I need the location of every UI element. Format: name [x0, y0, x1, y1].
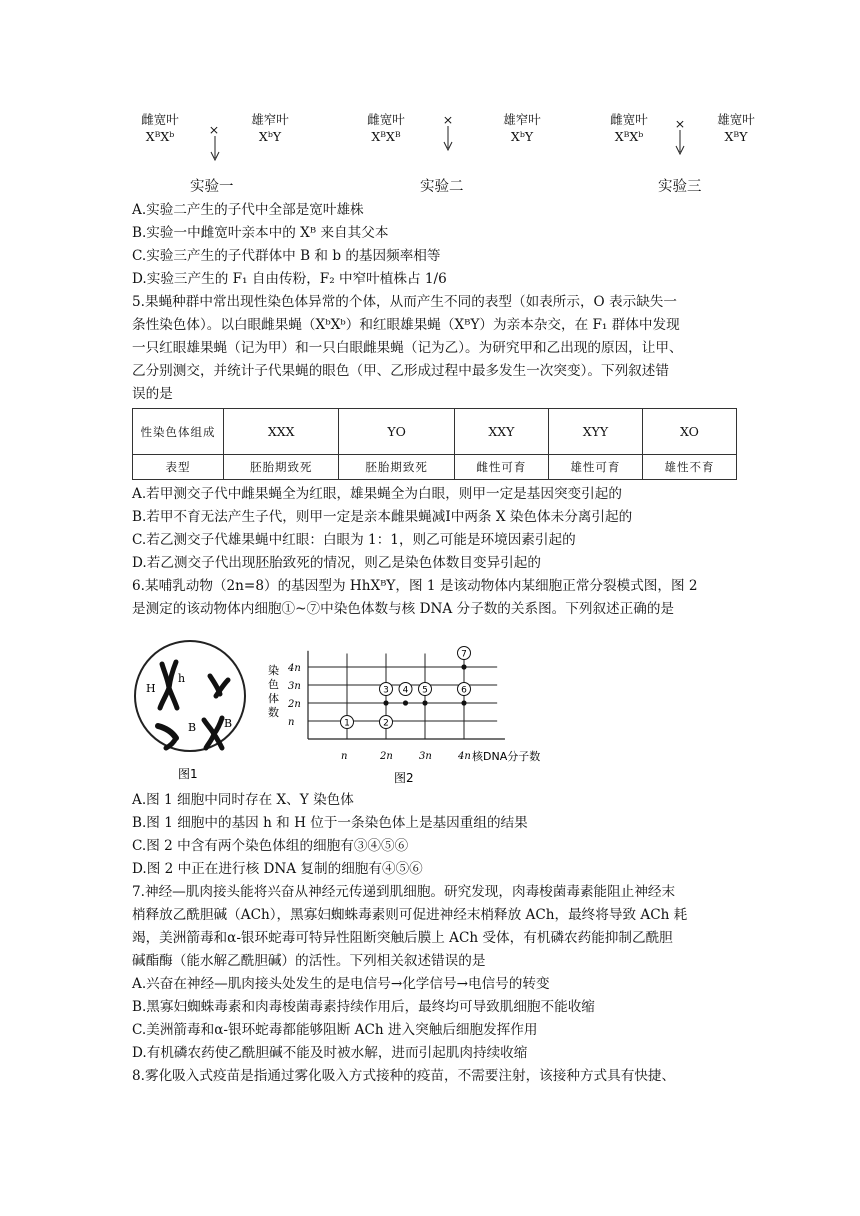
- experiment-caption: 实验二: [420, 179, 464, 195]
- option-c: C.图 2 中含有两个染色体组的细胞有③④⑤⑥: [132, 838, 409, 854]
- data-point-label: [458, 647, 471, 660]
- x-tick-label: n: [341, 751, 348, 762]
- option-b: B.图 1 细胞中的基因 h 和 H 位于一条染色体上是基因重组的结果: [132, 815, 528, 831]
- stem-line: 是测定的该动物体内细胞①~⑦中染色体数与核 DNA 分子数的关系图。下列叙述正确的是: [132, 601, 675, 617]
- stem-line: 碱酯酶（能水解乙酰胆碱）的活性。下列相关叙述错误的是: [132, 953, 486, 969]
- stem-line: 梢释放乙酰胆碱（ACh），黑寡妇蜘蛛毒素则可促进神经末梢释放 ACh，最终将导致 ACh 耗: [132, 907, 688, 923]
- table-header-cell: 表型: [133, 455, 224, 480]
- female-label: 雌宽叶: [141, 112, 179, 127]
- cell-membrane: [135, 641, 245, 751]
- label-text: 2: [383, 718, 389, 729]
- x-tick-label: 2n: [380, 751, 393, 762]
- y-tick-label: n: [288, 717, 295, 728]
- down-arrow-icon: [208, 136, 222, 162]
- male-genotype: XᴮY: [724, 129, 748, 144]
- label-text: 3: [383, 685, 389, 696]
- option-b: B.若甲不育无法产生子代，则甲一定是亲本雌果蝇减Ⅰ中两条 X 染色体未分离引起的: [132, 509, 633, 525]
- data-point: [383, 700, 388, 705]
- table-header-cell: 性染色体组成: [133, 409, 224, 455]
- option-b: B.黑寡妇蜘蛛毒素和肉毒梭菌毒素持续作用后，最终均可导致肌细胞不能收缩: [132, 999, 595, 1015]
- male-label: 雄窄叶: [503, 112, 541, 127]
- data-point-label: [458, 683, 471, 696]
- gene-label: B: [224, 717, 233, 730]
- stem-line: 5.果蝇种群中常出现性染色体异常的个体，从而产生不同的表型（如表所示，O 表示缺失一: [132, 294, 677, 310]
- stem-line: 8.雾化吸入式疫苗是指通过雾化吸入方式接种的疫苗，不需要注射，该接种方式具有快捷、: [132, 1068, 676, 1084]
- female-genotype: XᴮXᵇ: [145, 129, 175, 144]
- table-cell: 雌性可育: [454, 455, 548, 480]
- table-cell: XXX: [224, 409, 339, 455]
- option-c: C.实验三产生的子代群体中 B 和 b 的基因频率相等: [132, 248, 441, 264]
- option-a: A.若甲测交子代中雌果蝇全为红眼，雄果蝇全为白眼，则甲一定是基因突变引起的: [132, 486, 622, 502]
- table-cell: 雄性不育: [642, 455, 736, 480]
- figure-2-chart: [264, 632, 564, 788]
- option-b: B.实验一中雌宽叶亲本中的 Xᴮ 来自其父本: [132, 225, 389, 241]
- data-point-label: [380, 683, 393, 696]
- x-tick-label: 4n: [458, 751, 471, 762]
- experiment-caption: 实验三: [658, 179, 702, 195]
- label-text: 1: [344, 718, 350, 729]
- y-tick-label: 4n: [288, 663, 301, 674]
- y-axis-label-char: 体: [268, 692, 279, 705]
- table-row: [133, 409, 737, 455]
- figure-1-cell: [132, 636, 250, 786]
- down-arrow-icon: [673, 130, 687, 156]
- stem-line: 7.神经—肌肉接头能将兴奋从神经元传递到肌细胞。研究发现，肉毒梭菌毒素能阻止神经末: [132, 884, 676, 900]
- y-tick-label: 3n: [288, 681, 301, 692]
- figure-caption: 图1: [178, 767, 198, 781]
- option-a: A.兴奋在神经—肌肉接头处发生的是电信号→化学信号→电信号的转变: [132, 976, 550, 992]
- stem-line: 误的是: [132, 386, 173, 402]
- stem-line: 竭，美洲箭毒和α-银环蛇毒可特异性阻断突触后膜上 ACh 受体，有机磷农药能抑制乙酰胆: [132, 930, 673, 946]
- gene-label: B: [188, 721, 197, 734]
- karyotype-table: [132, 408, 737, 480]
- data-point-label: [399, 683, 412, 696]
- data-point: [403, 700, 408, 705]
- stem-line: 条性染色体）。以白眼雌果蝇（XᵇXᵇ）和红眼雄果蝇（XᴮY）为亲本杂交，在 F₁ 群体中发现: [132, 317, 680, 333]
- cross-symbol: ×: [442, 112, 454, 127]
- option-c: C.美洲箭毒和α-银环蛇毒都能够阻断 ACh 进入突触后细胞发挥作用: [132, 1022, 538, 1038]
- y-axis-label-char: 染: [268, 664, 279, 677]
- table-cell: XYY: [548, 409, 642, 455]
- table-cell: YO: [339, 409, 454, 455]
- x-tick-labels: [341, 751, 471, 762]
- gene-label: h: [178, 672, 186, 685]
- male-genotype: XᵇY: [510, 129, 534, 144]
- option-d: D.图 2 中正在进行核 DNA 复制的细胞有④⑤⑥: [132, 861, 423, 877]
- x-tick-label: 3n: [419, 751, 432, 762]
- data-point-label: [380, 716, 393, 729]
- data-point: [461, 664, 466, 669]
- option-a: A.图 1 细胞中同时存在 X、Y 染色体: [132, 792, 354, 808]
- option-a: A.实验二产生的子代中全部是宽叶雄株: [132, 202, 364, 218]
- option-d: D.若乙测交子代出现胚胎致死的情况，则乙是染色体数目变异引起的: [132, 555, 541, 571]
- data-point-label: [419, 683, 432, 696]
- down-arrow-icon: [441, 126, 455, 152]
- stem-line: 乙分别测交，并统计子代果蝇的眼色（甲、乙形成过程中最多发生一次突变）。下列叙述错: [132, 363, 669, 379]
- label-text: 4: [402, 685, 409, 696]
- y-tick-label: 2n: [288, 699, 301, 710]
- table-cell: 雄性可育: [548, 455, 642, 480]
- label-text: 6: [461, 685, 467, 696]
- cross-symbol: ×: [208, 122, 220, 137]
- y-axis-label-char: 数: [268, 706, 279, 719]
- data-point: [461, 700, 466, 705]
- stem-line: 一只红眼雄果蝇（记为甲）和一只白眼雌果蝇（记为乙）。为研究甲和乙出现的原因，让甲、: [132, 340, 683, 356]
- y-axis-label-char: 色: [268, 678, 279, 691]
- male-label: 雄窄叶: [251, 112, 289, 127]
- cross-symbol: ×: [674, 116, 686, 131]
- table-row: [133, 455, 737, 480]
- figure-caption: 图2: [394, 771, 414, 785]
- data-point: [422, 700, 427, 705]
- female-label: 雌宽叶: [367, 112, 405, 127]
- option-d: D.有机磷农药使乙酰胆碱不能及时被水解，进而引起肌肉持续收缩: [132, 1045, 528, 1061]
- male-genotype: XᵇY: [258, 129, 282, 144]
- female-genotype: XᴮXᵇ: [614, 129, 644, 144]
- table-cell: 胚胎期致死: [339, 455, 454, 480]
- gene-label: H: [146, 682, 156, 695]
- table-cell: 胚胎期致死: [224, 455, 339, 480]
- experiment-caption: 实验一: [190, 179, 234, 195]
- option-d: D.实验三产生的 F₁ 自由传粉，F₂ 中窄叶植株占 1/6: [132, 271, 447, 287]
- data-point-label: [341, 716, 354, 729]
- stem-line: 6.某哺乳动物（2n=8）的基因型为 HhXᴮY，图 1 是该动物体内某细胞正常分裂模式图，图 2: [132, 578, 698, 594]
- x-axis-label: 核DNA分子数: [472, 750, 541, 763]
- label-text: 7: [461, 649, 467, 660]
- male-label: 雄宽叶: [717, 112, 755, 127]
- y-tick-labels: [287, 663, 301, 728]
- table-cell: XO: [642, 409, 736, 455]
- female-label: 雌宽叶: [610, 112, 648, 127]
- data-points: [341, 647, 471, 729]
- label-text: 5: [422, 685, 428, 696]
- option-c: C.若乙测交子代雄果蝇中红眼：白眼为 1：1，则乙可能是环境因素引起的: [132, 532, 576, 548]
- table-cell: XXY: [454, 409, 548, 455]
- female-genotype: XᴮXᴮ: [371, 129, 401, 144]
